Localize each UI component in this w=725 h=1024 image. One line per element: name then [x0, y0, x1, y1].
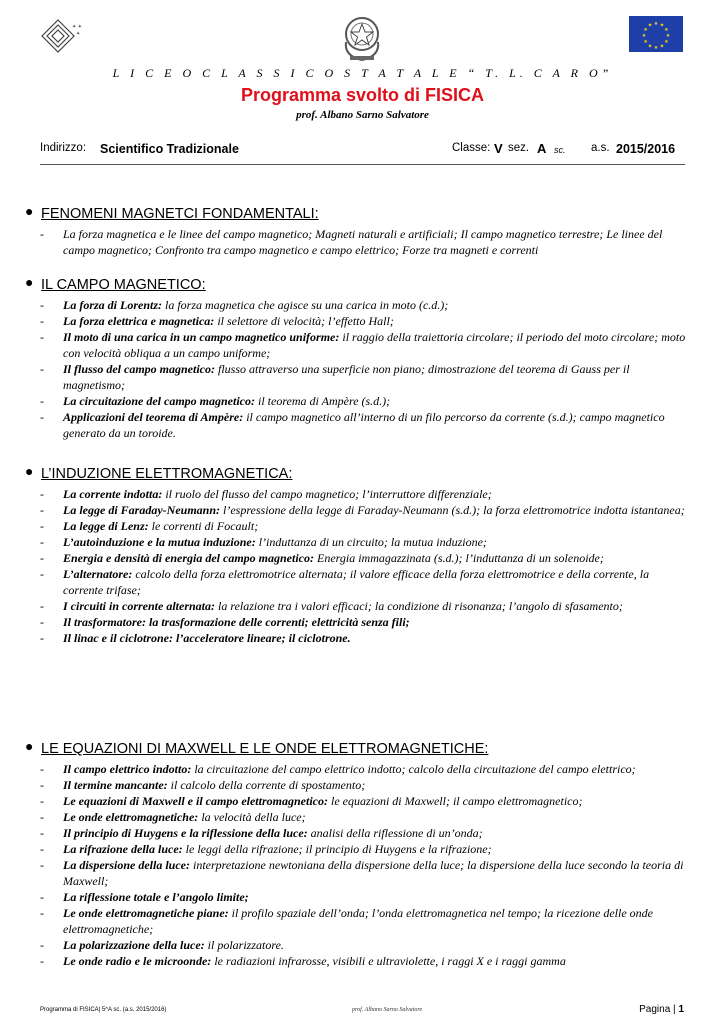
as-value: 2015/2016	[616, 142, 676, 156]
svg-text:★: ★	[641, 33, 647, 39]
topic-item	[0, 905, 725, 937]
svg-text:★: ★	[659, 22, 665, 29]
topic-description: il campo magnetico all’interno di un filo percorso da corrente (s.d.); campo magnetico generato da un toroide.	[63, 410, 665, 440]
topic-description: le equazioni di Maxwell; il campo elettromagnetico;	[327, 794, 583, 808]
school-name: L I C E O C L A S S I C O S T A T A L E “ T. L. C A R O”	[112, 66, 613, 80]
dash-marker: -	[40, 314, 44, 328]
topic-item	[0, 598, 725, 614]
topic-description: il polarizzatore.	[204, 938, 284, 952]
section-title: LE EQUAZIONI DI MAXWELL E LE ONDE ELETTROMAGNETICHE:	[41, 741, 489, 757]
svg-text:★: ★	[647, 43, 653, 50]
dash-marker: -	[40, 842, 44, 856]
bullet-icon: ●	[25, 740, 34, 755]
topic-title: Il termine mancante:	[63, 778, 168, 792]
dash-marker: -	[40, 487, 44, 501]
eu-flag-icon	[629, 16, 683, 52]
topic-title: Il principio di Huygens e la riflessione della luce:	[63, 826, 308, 840]
classe-label: Classe:	[452, 142, 491, 154]
topic-title: La polarizzazione della luce:	[63, 938, 205, 952]
topic-title: La forza elettrica e magnetica:	[63, 314, 215, 328]
section-induzione	[0, 466, 725, 646]
dash-marker: -	[40, 394, 44, 408]
topic-title: La riflessione totale e l’angolo limite;	[63, 890, 249, 904]
topic-description: la relazione tra i valori efficaci; la condizione di risonanza; l’angolo di sfasamento;	[215, 599, 623, 613]
sez-label: sez.	[508, 142, 530, 154]
topic-title: La corrente indotta:	[63, 487, 163, 501]
section-heading	[0, 277, 725, 297]
topic-title: L’alternatore:	[63, 567, 133, 581]
bullet-icon: ●	[25, 205, 34, 220]
topic-description: le radiazioni infrarosse, visibili e ultraviolette, i raggi X e i raggi gamma	[211, 954, 566, 968]
topic-description: la velocità della luce;	[198, 810, 306, 824]
indirizzo-label: Indirizzo:	[40, 142, 87, 154]
topic-description: le correnti di Focault;	[148, 519, 259, 533]
dash-marker: -	[40, 519, 44, 533]
dash-marker: -	[40, 890, 44, 904]
topic-description: il calcolo della corrente di spostamento;	[167, 778, 366, 792]
topic-description: la forza magnetica che agisce su una carica in moto (c.d.);	[162, 298, 449, 312]
dash-marker: -	[40, 906, 44, 920]
dash-marker: -	[40, 858, 44, 872]
page-title: Programma svolto di FISICA	[240, 85, 485, 105]
topic-item	[0, 393, 725, 409]
topic-description: il teorema di Ampère (s.d.);	[254, 394, 391, 408]
dash-marker: -	[40, 631, 44, 645]
topic-item	[0, 502, 725, 518]
dash-marker: -	[40, 615, 44, 629]
topic-title: Il moto di una carica in un campo magnetico uniforme:	[63, 330, 340, 344]
section-title: L’INDUZIONE ELETTROMAGNETICA:	[41, 466, 293, 482]
section-maxwell	[0, 741, 725, 969]
topic-item	[0, 841, 725, 857]
topic-item	[0, 566, 725, 598]
section-fenomeni	[0, 206, 725, 258]
republic-emblem-icon	[338, 12, 386, 64]
topic-item	[0, 630, 725, 646]
topic-item	[0, 889, 725, 905]
topic-description: la circuitazione del campo elettrico indotto; calcolo della circuitazione del campo elettrico;	[191, 762, 636, 776]
svg-text:★: ★	[647, 22, 653, 29]
dash-marker: -	[40, 794, 44, 808]
section-title: IL CAMPO MAGNETICO:	[41, 277, 206, 293]
topic-item	[0, 550, 725, 566]
topic-title: Il campo elettrico indotto:	[63, 762, 192, 776]
bullet-icon: ●	[25, 465, 34, 480]
topic-title: I circuiti in corrente alternata:	[63, 599, 216, 613]
course-info-row	[40, 142, 685, 160]
topic-item	[0, 809, 725, 825]
dash-marker: -	[40, 362, 44, 376]
dash-marker: -	[40, 599, 44, 613]
header-divider	[40, 164, 685, 165]
sez-value: A	[537, 141, 547, 156]
topic-description: il profilo spaziale dell’onda; l’onda elettromagnetica nel tempo; la ricezione delle onde elettromagnetiche;	[63, 906, 653, 936]
svg-text:★: ★	[665, 33, 671, 39]
topic-list	[0, 761, 725, 969]
dash-marker: -	[40, 551, 44, 565]
topic-item	[0, 329, 725, 361]
dash-marker: -	[40, 227, 44, 241]
topic-title: L’autoinduzione e la mutua induzione:	[63, 535, 256, 549]
dash-marker: -	[40, 778, 44, 792]
svg-text:★: ★	[643, 39, 648, 45]
topic-title: Le onde elettromagnetiche:	[63, 810, 199, 824]
topic-item	[0, 793, 725, 809]
indirizzo-value: Scientifico Tradizionale	[100, 142, 239, 156]
school-logo-icon	[38, 14, 92, 68]
topic-item	[0, 534, 725, 550]
page-number-value: 1	[678, 1004, 684, 1015]
dash-marker: -	[40, 410, 44, 424]
topic-title: Energia e densità di energia del campo magnetico:	[63, 551, 314, 565]
dash-marker: -	[40, 762, 44, 776]
topic-item	[0, 297, 725, 313]
topic-item	[0, 777, 725, 793]
topic-title: La legge di Lenz:	[63, 519, 149, 533]
page-label: Pagina |	[639, 1004, 676, 1015]
topic-title: Il flusso del campo magnetico:	[63, 362, 215, 376]
topic-description: calcolo della forza elettromotrice alternata; il valore efficace della forza elettromotrice e della corrente, la corrente trifase;	[63, 567, 650, 597]
svg-text:★: ★	[664, 39, 669, 45]
topic-item	[0, 953, 725, 969]
as-label: a.s.	[591, 142, 610, 154]
topic-item	[0, 518, 725, 534]
topic-title: Le onde radio e le microonde:	[63, 954, 212, 968]
section-heading	[0, 206, 725, 226]
topic-description: il raggio della traiettoria circolare; il periodo del moto circolare; moto con velocità obliqua a un campo uniforme;	[63, 330, 686, 360]
topic-description: analisi della riflessione di un’onda;	[307, 826, 483, 840]
topic-title: La dispersione della luce:	[63, 858, 190, 872]
topic-description: flusso attraverso una superficie non piano; dimostrazione del teorema di Gauss per il magnetismo;	[63, 362, 630, 392]
topic-title: La rifrazione della luce:	[63, 842, 183, 856]
sc-label: sc.	[554, 145, 566, 155]
topic-title: Il linac e il ciclotrone: l’acceleratore lineare; il ciclotrone.	[63, 631, 351, 645]
topic-item	[0, 761, 725, 777]
svg-text:✦: ✦	[76, 31, 81, 37]
svg-text:★: ★	[653, 21, 659, 27]
topic-description: l’espressione della legge di Faraday-Neumann (s.d.); la forza elettromotrice indotta istantanea;	[220, 503, 685, 517]
topic-item	[0, 409, 725, 441]
topic-item	[0, 361, 725, 393]
topic-list	[0, 486, 725, 646]
section-campo-magnetico	[0, 277, 725, 441]
classe-value: V	[494, 141, 503, 156]
topic-list	[0, 226, 725, 258]
section-heading	[0, 741, 725, 761]
topic-title: Applicazioni del teorema di Ampère:	[63, 410, 244, 424]
bullet-icon: ●	[25, 276, 34, 291]
dash-marker: -	[40, 503, 44, 517]
svg-text:✦ ✦: ✦ ✦	[72, 24, 82, 30]
topic-item	[0, 857, 725, 889]
topic-description: il ruolo del flusso del campo magnetico; l’interruttore differenziale;	[162, 487, 492, 501]
svg-text:★: ★	[643, 27, 648, 33]
section-heading	[0, 466, 725, 486]
dash-marker: -	[40, 567, 44, 581]
page-footer	[0, 1004, 725, 1022]
topic-description: Energia immagazzinata (s.d.); l’induttanza di un solenoide;	[313, 551, 604, 565]
topic-title: Le onde elettromagnetiche piane:	[63, 906, 229, 920]
dash-marker: -	[40, 330, 44, 344]
svg-text:★: ★	[659, 43, 665, 50]
topic-item	[0, 825, 725, 841]
page-number	[639, 1004, 684, 1015]
dash-marker: -	[40, 826, 44, 840]
dash-marker: -	[40, 810, 44, 824]
topic-item	[0, 614, 725, 630]
section-title: FENOMENI MAGNETCI FONDAMENTALI:	[41, 206, 319, 222]
topic-item	[0, 313, 725, 329]
topic-description: La forza magnetica e le linee del campo magnetico; Magneti naturali e artificiali; Il campo magnetico terrestre; Le linee del campo magnetico; Confronto tra campo magnetico e campo elettrico; Forze tra magneti e correnti	[63, 227, 663, 257]
topic-description: il selettore di velocità; l’effetto Hall;	[214, 314, 394, 328]
topic-description: interpretazione newtoniana della dispersione della luce; la dispersione della luce secondo la teoria di Maxwell;	[63, 858, 684, 888]
dash-marker: -	[40, 954, 44, 968]
footer-document-label: Programma di FISICA| 5^A sc. (a.s. 2015/2016)	[40, 1007, 167, 1013]
footer-signature: prof. Albano Sarno Salvatore	[352, 1007, 423, 1013]
topic-title: Il trasformatore: la trasformazione delle correnti; elettricità senza fili;	[63, 615, 410, 629]
svg-text:★: ★	[653, 45, 659, 51]
topic-list	[0, 297, 725, 441]
topic-description: le leggi della rifrazione; il principio di Huygens e la rifrazione;	[182, 842, 492, 856]
topic-item	[0, 486, 725, 502]
teacher-name: prof. Albano Sarno Salvatore	[296, 109, 429, 121]
dash-marker: -	[40, 938, 44, 952]
topic-description: l’induttanza di un circuito; la mutua induzione;	[255, 535, 487, 549]
topic-item	[0, 937, 725, 953]
topic-item	[0, 226, 725, 258]
topic-title: La legge di Faraday-Neumann:	[63, 503, 220, 517]
svg-text:★: ★	[664, 27, 669, 33]
dash-marker: -	[40, 535, 44, 549]
topic-title: Le equazioni di Maxwell e il campo elettromagnetico:	[63, 794, 328, 808]
dash-marker: -	[40, 298, 44, 312]
topic-title: La forza di Lorentz:	[63, 298, 162, 312]
topic-title: La circuitazione del campo magnetico:	[63, 394, 255, 408]
